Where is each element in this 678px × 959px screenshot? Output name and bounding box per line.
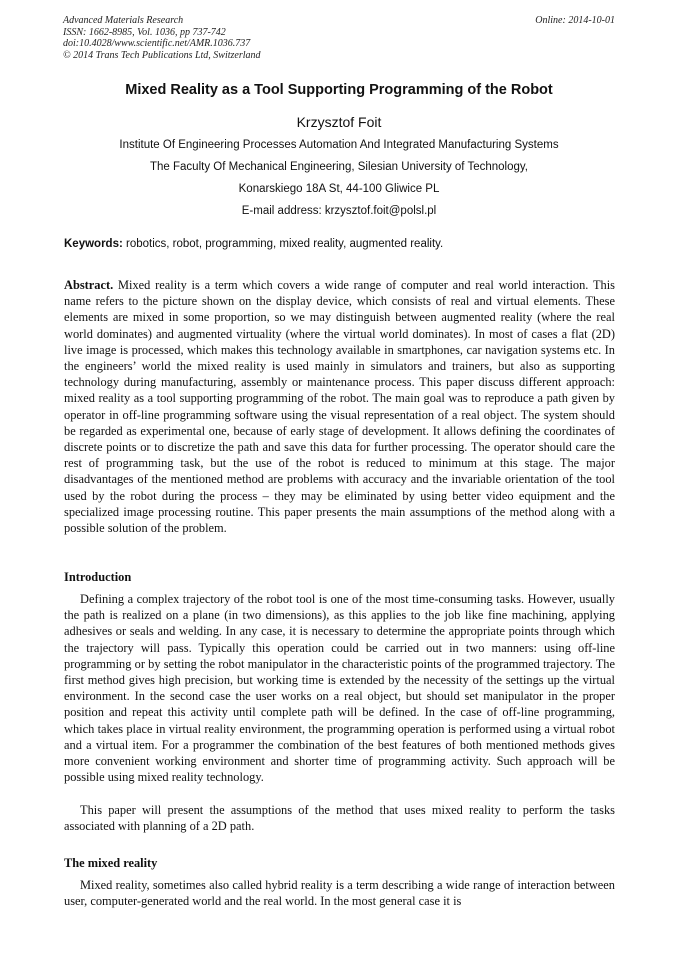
affiliation-address: Konarskiego 18A St, 44-100 Gliwice PL [238, 183, 440, 195]
copyright-line: © 2014 Trans Tech Publications Ltd, Switzerland [63, 49, 261, 61]
journal-header [63, 15, 615, 61]
issn-line: ISSN: 1662-8985, Vol. 1036, pp 737-742 [63, 26, 226, 38]
affiliation-faculty: The Faculty Of Mechanical Engineering, Silesian University of Technology, [150, 161, 528, 173]
abstract-text: Mixed reality is a term which covers a wide range of computer and real world interaction. This name refers to the picture shown on the display device, which consists of real and virtual elements. These elements are mixed in some proportion, so we may distinguish between augmented reality (where the real world dominates) and augmented virtuality (where the virtual world dominates). In most of cases a flat (2D) live image is processed, which makes this technology available in smartphones, car navigation systems etc. In the engineers’ world the mixed reality is used mainly in simulators and trainers, but also as supporting technology during manufacturing, assembly or maintenance process. This paper discuss different approach: mixed reality as a tool supporting programming of the robot. The main goal was to reproduce a path given by operator in off-line programming software using the visual representation of a real object. The system should be regarded as experimental one, because of early stage of development. It allows defining the coordinates of discrete points or to discretize the path and save this data for further processing. The operator should care the rest of programming task, but the use of the robot is reduced to minimum at this stage. The major disadvantages of the mentioned method are problems with accuracy and the invariable orientation of the tool used by the robot during the process – they may be eliminated by using better video equipment and the specialized image processing routine. This paper presents the main assumptions of the method along with a possible solution of the problem. [64, 278, 615, 536]
section-heading-mixed-reality: The mixed reality [64, 856, 158, 870]
section-heading-introduction: Introduction [64, 570, 132, 584]
introduction-paragraph-2: This paper will present the assumptions of the method that uses mixed reality to perform the tasks associated with planning of a 2D path. [64, 803, 615, 834]
abstract [64, 277, 615, 536]
keywords-text: robotics, robot, programming, mixed reality, augmented reality. [122, 238, 444, 250]
paper-title: Mixed Reality as a Tool Supporting Programming of the Robot [125, 82, 553, 98]
keywords [64, 238, 616, 250]
keywords-label: Keywords: [64, 238, 123, 250]
online-date: Online: 2014-10-01 [535, 15, 615, 26]
abstract-label: Abstract. [64, 278, 114, 292]
journal-name: Advanced Materials Research [63, 15, 184, 26]
doi-line: doi:10.4028/www.scientific.net/AMR.1036.737 [63, 38, 251, 49]
author-email: E-mail address: krzysztof.foit@polsl.pl [241, 205, 437, 217]
author-name: Krzysztof Foit [296, 114, 382, 130]
affiliation-institute: Institute Of Engineering Processes Automation And Integrated Manufacturing Systems [119, 139, 559, 151]
introduction-paragraph-1: Defining a complex trajectory of the robot tool is one of the most time-consuming tasks. However, usually the path is realized on a plane (in two dimensions), as this applies to the job like fine machining, applying adhesives or seals and welding. In any case, it is necessary to determine the appropriate points through which the trajectory will pass. Typically this operation could be carried out in two manners: using off-line programming or by setting the robot manipulator in the characteristic points of the programmed trajectory. The first method gives high precision, but working time is extended by the necessity of the settings up the virtual environment. In the second case the user works on a real object, but should set manipulator in the proper position and repeat this activity until complete path will be defined. In the case of off-line programming, which takes place in virtual reality environment, the programming operation is performed using a virtual robot and a virtual item. For a programmer the combination of the best features of both mentioned methods gives more convenient working environment and shorter time of programming activity. Such approach will be possible using mixed reality technology. [64, 592, 615, 785]
mixed-reality-paragraph-1: Mixed reality, sometimes also called hybrid reality is a term describing a wide range of interaction between user, computer-generated world and the real world. In the most general case it is [64, 878, 615, 909]
